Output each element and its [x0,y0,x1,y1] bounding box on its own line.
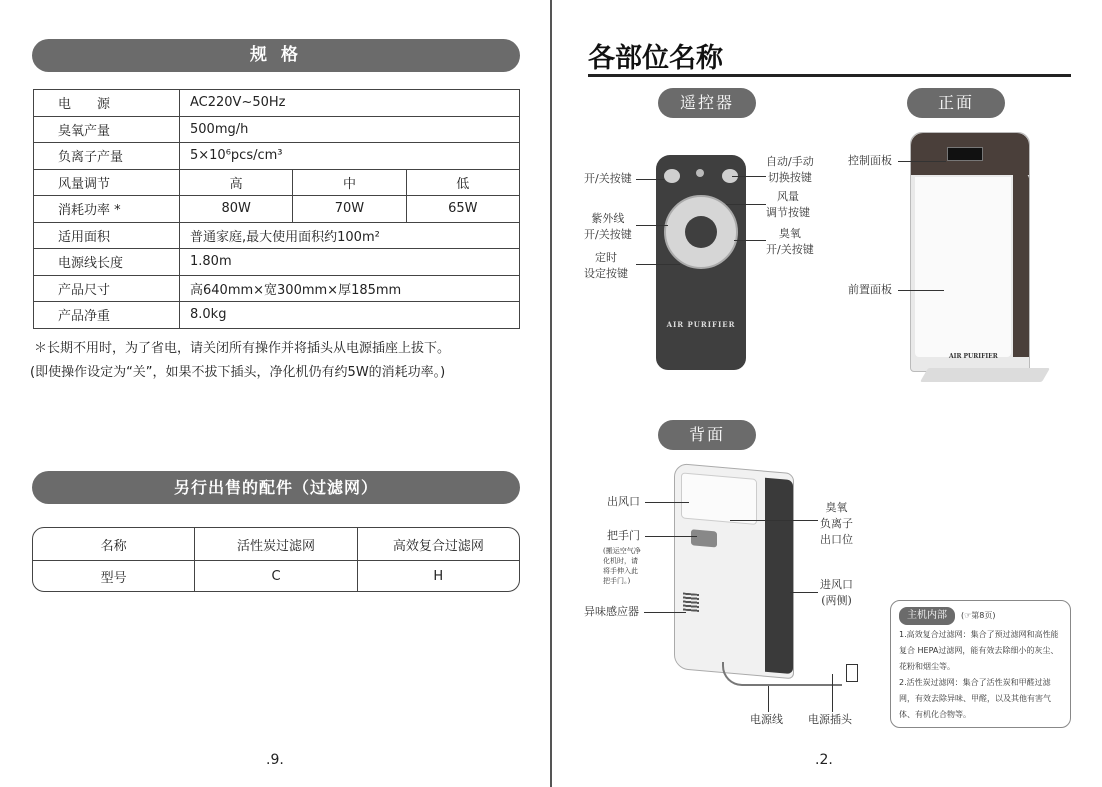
spec-value: 1.80m [180,249,520,276]
table-row [33,560,519,592]
label-handle-note: (搬运空气净 化机时，请 将手伸入此 把手门。) [603,547,641,585]
table-row [34,196,520,223]
front-panel [915,177,1011,357]
power-cord [722,662,842,686]
spec-label: 产品尺寸 [34,275,180,302]
spec-value: 80W [180,196,293,223]
label-outlet: 出风口 [607,495,640,508]
table-cell: 型号 [100,571,127,586]
leader-line [644,612,686,613]
spec-value: 8.0kg [180,302,520,329]
indicator-light [696,169,704,177]
spec-label: 臭氧产量 [34,116,180,143]
leader-line [636,225,668,226]
label-auto: 自动/手动 切换按键 [766,155,814,184]
leader-line [898,290,944,291]
spec-title: 规 格 [32,39,520,72]
spec-label: 消耗功率 * [34,196,180,223]
table-row [34,143,520,170]
leader-line [898,161,946,162]
spec-label: 风量调节 [34,169,180,196]
label-cord: 电源线 [750,713,783,726]
wall-socket [846,664,858,682]
table-header: 名称 [100,538,127,554]
info-title: 主机内部 [899,607,955,625]
display-leds [947,147,983,161]
spec-value: 高 [180,169,293,196]
table-header: 高效复合过滤网 [357,528,519,560]
spec-table [33,89,520,329]
leader-line [768,686,769,712]
side-panel [765,478,793,674]
handle-door [691,529,717,547]
spec-value: 普通家庭,最大使用面积约100m² [180,222,520,249]
leader-line [832,674,833,712]
spec-label: 适用面积 [34,222,180,249]
leader-line [645,536,697,537]
info-item-2: 2.活性炭过滤网：集合了活性炭和甲醛过滤网，有效去除异味、甲醛，以及其他有害气体、有机化合物等。 [899,678,1051,719]
control-panel [911,133,1029,175]
spec-value: 低 [406,169,519,196]
info-box [890,600,1071,728]
remote-brand: AIR PURIFIER [666,320,736,329]
title-rule [588,74,1071,77]
spec-label: 电源线长度 [34,249,180,276]
table-row [34,90,520,117]
leader-line [790,592,818,593]
label-inlet: 进风口 (两侧) [820,578,853,607]
table-row [34,275,520,302]
label-power: 开/关按键 [584,172,632,185]
accessories-title: 另行出售的配件（过滤网） [32,471,520,504]
outlet-grille [681,472,757,525]
page-number-right: .2. [815,752,833,768]
leader-line [734,240,766,241]
spec-label: 负离子产量 [34,143,180,170]
table-row [34,302,520,329]
label-ozone: 臭氧 开/关按键 [766,227,814,256]
leader-line [636,264,680,265]
accessories-table [32,527,520,592]
spec-value: 500mg/h [180,116,520,143]
front-device [910,132,1030,372]
label-plug: 电源插头 [808,713,852,726]
spec-value: AC220V~50Hz [180,90,520,117]
leader-line [645,502,689,503]
spec-value: 65W [406,196,519,223]
table-row [34,116,520,143]
sensor-grille [683,593,699,612]
device-brand: AIR PURIFIER [949,353,998,360]
back-device [674,463,794,679]
leader-line [730,520,818,521]
table-row [34,169,520,196]
table-cell: C [194,561,356,592]
info-item-1: 1.高效复合过滤网：集合了预过滤网和高性能复合 HEPA过滤网，能有效去除细小的灰尘、花粉和烟尘等。 [899,630,1059,671]
label-uv: 紫外线 开/关按键 [584,212,632,241]
page-title: 各部位名称 [588,43,723,74]
table-header: 活性炭过滤网 [194,528,356,560]
spec-value: 中 [293,169,406,196]
front-side-panel [1013,173,1029,357]
table-row [33,528,519,560]
label-front-panel: 前置面板 [848,283,892,296]
power-button[interactable] [664,169,680,183]
back-title: 背面 [658,420,756,450]
leader-line [726,204,766,205]
info-ref: (☞第8页) [961,611,996,620]
spec-label: 电 源 [34,90,180,117]
spec-value: 高640mm×宽300mm×厚185mm [180,275,520,302]
remote-control [656,155,746,370]
spec-label: 产品净重 [34,302,180,329]
label-sensor: 异味感应器 [584,605,639,618]
front-device-base [920,368,1050,382]
table-cell: H [357,561,519,592]
page-number-left: .9. [266,752,284,768]
label-control-panel: 控制面板 [848,154,892,167]
spec-value: 5×10⁶pcs/cm³ [180,143,520,170]
leader-line [636,179,664,180]
spec-value: 70W [293,196,406,223]
label-handle: 把手门 [607,529,640,542]
table-row [34,249,520,276]
label-ozone-outlet: 臭氧 负离子 出口位 [820,501,853,546]
note-line-2: (即使操作设定为“关”，如果不拔下插头，净化机仍有约5W的消耗功率。) [30,365,446,380]
center-button[interactable] [685,216,717,248]
front-title: 正面 [907,88,1005,118]
remote-title: 遥控器 [658,88,756,118]
label-fan: 风量 调节按键 [766,190,810,219]
page-divider [550,0,552,787]
label-timer: 定时 设定按键 [584,251,628,280]
table-row [34,222,520,249]
note-line-1: ＊长期不用时，为了省电，请关闭所有操作并将插头从电源插座上拔下。 [34,341,451,356]
control-ring [664,195,738,269]
leader-line [732,176,766,177]
